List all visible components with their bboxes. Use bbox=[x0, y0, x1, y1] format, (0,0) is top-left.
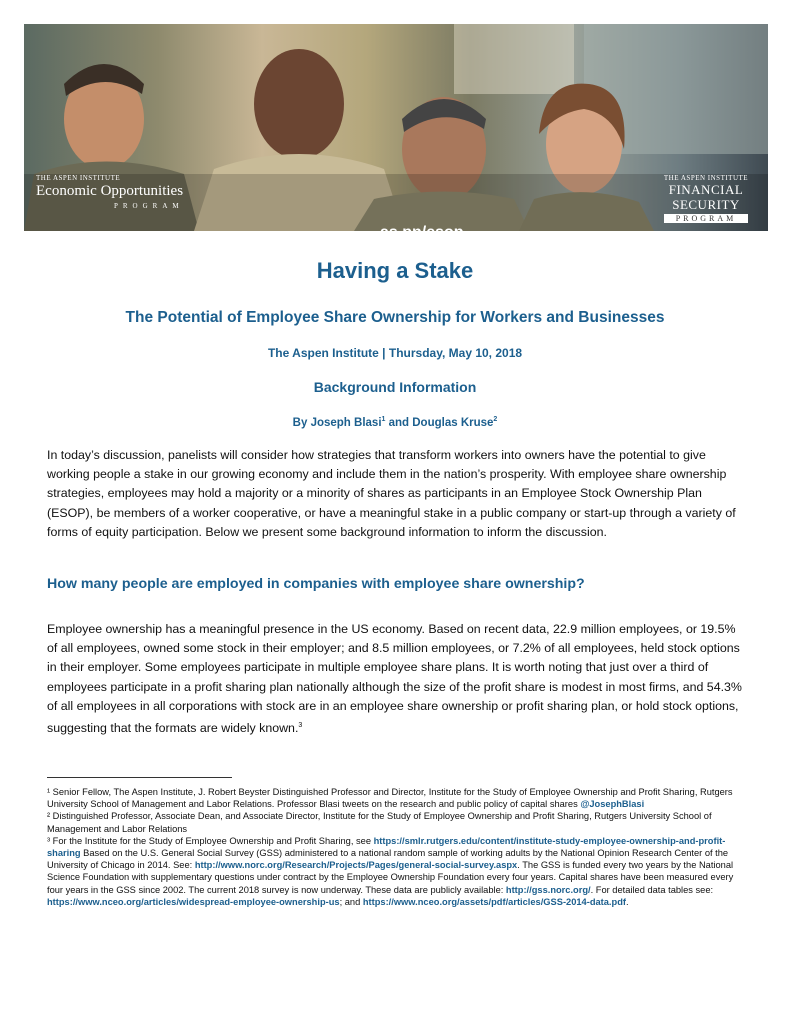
footnote-divider bbox=[47, 777, 232, 778]
byline-prefix: By Joseph Blasi bbox=[292, 416, 382, 429]
footnote-3-part-f: . bbox=[625, 896, 629, 907]
rutgers-link[interactable]: https://smlr.rutgers.edu/content/institute-study-employee-ownership-and-profit-sharing bbox=[47, 835, 726, 859]
footnote-3-part-d: . For detailed data tables see: bbox=[590, 884, 714, 895]
page-title: Having a Stake bbox=[316, 258, 474, 283]
footnote-ref-3[interactable]: 3 bbox=[298, 722, 303, 730]
answer-paragraph bbox=[47, 620, 747, 738]
footnote-3-part-b: Based on the U.S. General Social Survey (GSS) administered to a national random sample of working adults by the National Opinion Research Center of the University of Chicago in 2014. See: bbox=[47, 848, 729, 871]
nceo-pdf-link[interactable]: https://www.nceo.org/assets/pdf/articles/GSS-2014-data.pdf bbox=[362, 896, 626, 907]
answer-text: Employee ownership has a meaningful presence in the US economy. Based on recent data, 22.9 million employees, or 19.5% of all employees, owned some stock in their employer; and 8.5 million employees, or 7.2% of all employees, held stock options in their employer. Some employees participate in multiple employee share plans. It is worth noting that just over a third of employees participate in a profit sharing plan nationally although the size of the profit share is modest in most firms, and 54.3% of all employees in all corporations with stock are in an employee share ownership or profit sharing plan, or hold stock options, suggesting that the formats are widely known. bbox=[47, 622, 742, 736]
financial-security-logo bbox=[656, 174, 756, 223]
gss-data-link[interactable]: http://gss.norc.org/ bbox=[505, 884, 591, 895]
footnote-ref-1[interactable]: 1 bbox=[381, 416, 386, 423]
footnote-3-part-c: . The GSS is funded every two years by the National Science Foundation with supplementary questions under contract by the Employee Ownership Foundation every four years. Capital shares have been measured every four years in the GSS since 2002. The current 2018 survey is now underway. These data are publicly available: bbox=[47, 860, 734, 895]
footnote-3 bbox=[47, 835, 747, 908]
author-byline bbox=[0, 416, 790, 429]
nceo-article-link[interactable]: https://www.nceo.org/articles/widespread-employee-ownership-us bbox=[47, 896, 340, 907]
footnote-3-part-a: ³ For the Institute for the Study of Employee Ownership and Profit Sharing, see bbox=[47, 835, 374, 846]
footnote-2: ² Distinguished Professor, Associate Dean, and Associate Director, Institute for the Study of Employee Ownership and Profit Sharing, Rutgers University School of Management and Labor Relations bbox=[47, 811, 712, 834]
logo-left-line3: PROGRAM bbox=[114, 202, 184, 210]
intro-paragraph: In today’s discussion, panelists will consider how strategies that transform workers into owners have the potential to give working people a stake in our growing economy and include them in the nation’s prosperity. With employee share ownership strategies, employees may hold a majority or a minority of shares as participants in an Employee Stock Ownership Plan (ESOP), be members of a worker cooperative, or have a meaningful stake in a public company or start-up through a variety of forms of equity participation. Below we present some background information to inform the discussion. bbox=[47, 448, 736, 539]
footnotes bbox=[47, 786, 747, 908]
byline-middle: and Douglas Kruse bbox=[385, 416, 494, 429]
footnote-1 bbox=[47, 786, 747, 810]
logo-right-line4: PROGRAM bbox=[664, 214, 748, 223]
header-banner bbox=[24, 24, 768, 241]
footnote-1-text: ¹ Senior Fellow, The Aspen Institute, J. Robert Beyster Distinguished Professor and Director, Institute for the Study of Employee Ownership and Profit Sharing, Rutgers University School of Management and Labor Relations. Professor Blasi tweets on the research and public policy of capital shares bbox=[47, 787, 733, 810]
norc-gss-link[interactable]: http://www.norc.org/Research/Projects/Pages/general-social-survey.aspx bbox=[194, 860, 518, 871]
banner-url[interactable]: as.pn/esop bbox=[380, 224, 464, 241]
question-heading: How many people are employed in companies with employee share ownership? bbox=[47, 576, 585, 592]
logo-right-line1: THE ASPEN INSTITUTE bbox=[663, 174, 749, 182]
footnote-ref-2[interactable]: 2 bbox=[493, 416, 498, 423]
logo-left-line2: Economic Opportunities bbox=[36, 183, 184, 199]
footnote-3-part-e: ; and bbox=[339, 896, 363, 907]
twitter-handle-link[interactable]: @JosephBlasi bbox=[580, 799, 645, 810]
page-subtitle: The Potential of Employee Share Ownership for Workers and Businesses bbox=[125, 309, 665, 326]
economic-opportunities-logo bbox=[36, 174, 216, 232]
logo-right-line3: SECURITY bbox=[672, 197, 740, 212]
event-dateline: The Aspen Institute | Thursday, May 10, 2018 bbox=[267, 346, 523, 360]
section-heading: Background Information bbox=[313, 379, 477, 395]
logo-right-line2: FINANCIAL bbox=[668, 182, 744, 197]
logo-left-line1: THE ASPEN INSTITUTE bbox=[36, 174, 121, 182]
